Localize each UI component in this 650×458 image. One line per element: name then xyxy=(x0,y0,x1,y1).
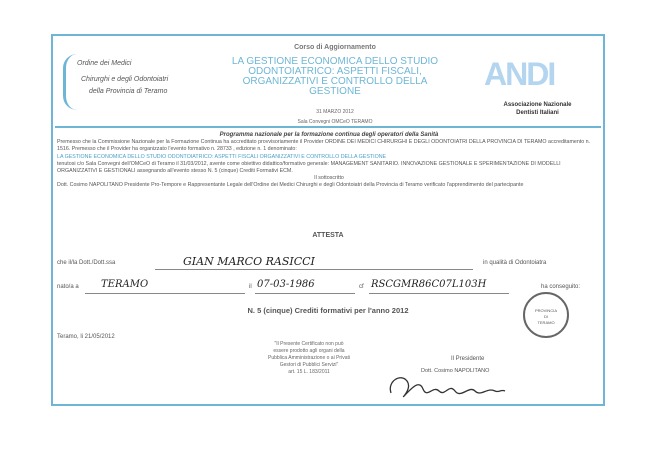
order-logo-line1: Ordine dei Medici xyxy=(77,60,132,67)
course-title-line: ORGANIZZATIVI E CONTROLLO DELLA xyxy=(242,76,428,87)
course-kicker: Corso di Aggiornamento xyxy=(294,44,376,51)
andi-logo-line2: Dentisti Italiani xyxy=(516,110,559,116)
course-title xyxy=(230,57,440,97)
tax-code-value: RSCGMR86C07L103H xyxy=(371,279,487,290)
andi-logo-mark: ANDI xyxy=(484,56,555,92)
course-title-line: LA GESTIONE ECONOMICA DELLO STUDIO xyxy=(231,56,439,67)
order-logo-line2: Chirurghi e degli Odontoiatri xyxy=(81,76,169,83)
president-title: Il Presidente xyxy=(451,356,485,362)
program-title: Programma nazionale per la formazione continua degli operatori della Sanità xyxy=(219,132,439,138)
course-heading xyxy=(230,44,440,125)
birthdate-underline xyxy=(255,293,355,294)
event-name: LA GESTIONE ECONOMICA DELLO STUDIO ODONTOIATRICO: ASPETTI FISCALI ORGANIZZATIVI E CONTROLLO DELLA GESTIONE xyxy=(57,153,387,160)
premise-paragraph: Premesso che la Commissione Nazionale per la Formazione Continua ha accreditato provvisoriamente il Provider ORDINE DEI MEDICI CHIRURGHI E DEGLI ODONTOIATRI DELLA PROVINCIA DI TERAMO accreditamento n. 1516. Premesso che il Provider ha organizzato l'evento formativo n. 28733 , edizione n. 1 denominato: xyxy=(57,139,591,153)
tax-code-label: cf xyxy=(359,284,364,290)
birthdate-value: 07-03-1986 xyxy=(257,279,315,290)
birthdate-label: il xyxy=(249,284,252,290)
president-verification-paragraph: Dott. Cosimo NAPOLITANO Presidente Pro-Tempore e Rappresentante Legale dell'Ordine dei Medici Chirurghi e degli Odontoiatri della Provincia di Teramo verificato l'apprendimento del partecipante xyxy=(57,182,524,189)
name-label: che il/la Dott./Dott.ssa xyxy=(57,260,116,266)
certificate-body xyxy=(57,132,601,190)
certificate-header xyxy=(55,38,601,128)
course-title-line: GESTIONE xyxy=(309,86,361,97)
name-underline xyxy=(155,269,473,270)
andi-logo xyxy=(480,56,595,116)
order-logo xyxy=(63,48,213,118)
name-row xyxy=(57,260,115,266)
birthplace-value: TERAMO xyxy=(101,279,149,290)
obtained-label: ha conseguito: xyxy=(541,284,581,290)
undersigned-label: Il sottoscritto xyxy=(314,175,344,182)
order-logo-line3: della Provincia di Teramo xyxy=(89,88,168,95)
president-name: Dott. Cosimo NAPOLITANO xyxy=(421,368,490,374)
event-details-paragraph: tenutosi c/o Sala Convegni dell'OMCeO di Teramo il 31/03/2012, avente come obiettivo didattico/formativo generale: MANAGEMENT SANITARIO. INNOVAZIONE GESTIONALE E SPERIMENTAZIONE DI MODELLI ORGANIZZATIVI E GESTIONALI assegnando all'evento stesso N. 5 (cinque) Crediti Formativi ECM. xyxy=(57,160,561,175)
course-venue: Sala Convegni OMCeO TERAMO xyxy=(297,119,373,125)
credits-awarded: N. 5 (cinque) Crediti formativi per l'anno 2012 xyxy=(247,306,409,315)
official-stamp: PROVINCIA DI TERAMO xyxy=(523,292,569,338)
birthplace-underline xyxy=(85,293,245,294)
attesta-heading: ATTESTA xyxy=(312,232,344,239)
andi-logo-line1: Associazione Nazionale xyxy=(503,102,572,108)
course-title-line: ODONTOIATRICO: ASPETTI FISCALI, xyxy=(248,66,422,77)
participant-name: GIAN MARCO RASICCI xyxy=(183,255,315,268)
birthplace-label: nato/a a xyxy=(57,284,79,290)
legal-note: "Il Presente Certificato non può essere prodotto agli organi della Pubblica Amministrazione o ai Privati Gestori di Pubblici Servizi" art. 15 L. 183/2011 xyxy=(268,341,350,375)
certificate-frame xyxy=(51,34,605,406)
place-date: Teramo, li 21/05/2012 xyxy=(57,334,115,340)
role-label: in qualità di Odontoiatra xyxy=(483,260,547,266)
president-signature xyxy=(383,361,513,411)
tax-code-underline xyxy=(369,293,509,294)
course-date: 31 MARZO 2012 xyxy=(316,109,354,115)
